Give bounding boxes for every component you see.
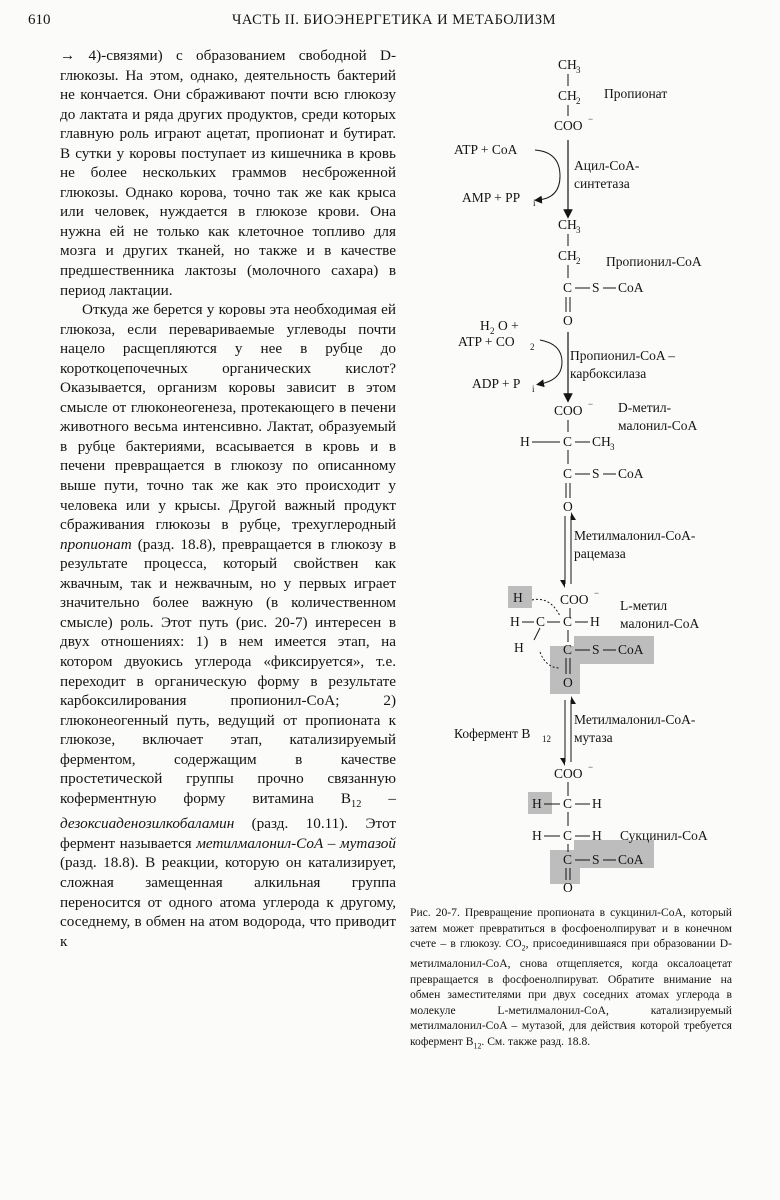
svg-text:Метилмалонил-CoA-: Метилмалонил-CoA- xyxy=(574,528,696,543)
svg-text:CH: CH xyxy=(592,434,611,449)
svg-text:2: 2 xyxy=(576,96,581,106)
svg-text:CoA: CoA xyxy=(618,280,644,295)
label-l-methylmalonyl-line2: малонил-CoA xyxy=(620,616,700,631)
svg-text:S: S xyxy=(592,466,600,481)
label-succinyl-coa: Сукцинил-CoA xyxy=(620,828,708,843)
svg-text:H: H xyxy=(532,828,542,843)
svg-text:3: 3 xyxy=(576,225,581,235)
svg-text:S: S xyxy=(592,280,600,295)
label-l-methylmalonyl-line1: L-метил xyxy=(620,598,668,613)
svg-text:ADP + P: ADP + P xyxy=(472,376,521,391)
svg-text:−: − xyxy=(588,399,594,409)
figure-caption: Рис. 20-7. Превращение пропионата в сукцинил-CoA, который затем может превратиться в фосфоенолпируват и в конечном счете – в глюкозу. $CO_2$, присоединившаяся при образовании D-метилмалонил-CoA, снова отщепляется, когда оксалоацетат превращается в фосфоенолпируват. Обратите внимание на обмен заместителями при двух соседних атомах углерода в молекуле L-метилмалонил-CoA, катализируемый метилмалонил-CoA – мутазой, для действия которой требуется кофермент $B_{12}$. См. также разд. 18.8. xyxy=(410,906,732,1051)
svg-text:Метилмалонил-CoA-: Метилмалонил-CoA- xyxy=(574,712,696,727)
svg-text:карбоксилаза: карбоксилаза xyxy=(570,366,647,381)
label-coenzyme-b12: Кофермент B xyxy=(454,726,531,741)
svg-text:H: H xyxy=(480,318,490,333)
svg-text:O: O xyxy=(563,675,573,690)
propionyl-coa-structure xyxy=(558,217,702,328)
svg-text:мутаза: мутаза xyxy=(574,730,613,745)
svg-text:CoA: CoA xyxy=(618,852,644,867)
propionate-structure xyxy=(554,57,667,133)
label-propionyl-coa: Пропионил-CoA xyxy=(606,254,702,269)
svg-text:C: C xyxy=(563,280,573,295)
svg-text:C: C xyxy=(536,614,546,629)
svg-text:CH: CH xyxy=(558,57,577,72)
svg-text:2: 2 xyxy=(490,326,495,336)
svg-text:H: H xyxy=(513,590,523,605)
svg-text:COO: COO xyxy=(554,118,583,133)
svg-text:i: i xyxy=(533,198,536,208)
svg-text:COO: COO xyxy=(554,403,583,418)
svg-text:−: − xyxy=(588,114,594,124)
body-text-column xyxy=(60,46,396,951)
svg-text:3: 3 xyxy=(576,65,581,75)
step-propionyl-coa-carboxylase xyxy=(458,318,675,398)
svg-text:O: O xyxy=(563,499,573,514)
svg-text:S: S xyxy=(592,852,600,867)
svg-text:H: H xyxy=(592,796,602,811)
svg-text:Ацил-CoA-: Ацил-CoA- xyxy=(574,158,640,173)
svg-text:COO: COO xyxy=(560,592,589,607)
label-d-methylmalonyl-line1: D-метил- xyxy=(618,400,672,415)
d-methylmalonyl-coa-structure xyxy=(520,399,697,514)
svg-text:2: 2 xyxy=(576,256,581,266)
svg-text:CoA: CoA xyxy=(618,466,644,481)
svg-text:−: − xyxy=(594,588,600,598)
svg-text:C: C xyxy=(563,852,573,867)
svg-text:O +: O + xyxy=(498,318,519,333)
svg-text:C: C xyxy=(563,828,573,843)
term-deoxyadenosylcobalamin: дезоксиаденозилкобаламин xyxy=(60,815,235,833)
svg-text:рацемаза: рацемаза xyxy=(574,546,626,561)
svg-text:12: 12 xyxy=(542,734,551,744)
term-propionate: пропионат xyxy=(60,535,132,553)
svg-text:−: − xyxy=(588,762,594,772)
step-acyl-coa-synthetase xyxy=(454,140,640,214)
svg-text:C: C xyxy=(563,614,573,629)
svg-text:H: H xyxy=(520,434,530,449)
svg-text:C: C xyxy=(563,434,573,449)
svg-text:синтетаза: синтетаза xyxy=(574,176,630,191)
svg-text:C: C xyxy=(563,796,573,811)
svg-text:S: S xyxy=(592,642,600,657)
running-title: ЧАСТЬ II. БИОЭНЕРГЕТИКА И МЕТАБОЛИЗМ xyxy=(232,12,557,28)
label-d-methylmalonyl-line2: малонил-CoA xyxy=(618,418,698,433)
svg-text:CH: CH xyxy=(558,217,577,232)
page-number: 610 xyxy=(28,12,51,28)
svg-text:COO: COO xyxy=(554,766,583,781)
svg-text:Пропионил-CoA –: Пропионил-CoA – xyxy=(570,348,676,363)
svg-text:H: H xyxy=(590,614,600,629)
svg-text:H: H xyxy=(510,614,520,629)
svg-text:O: O xyxy=(563,313,573,328)
term-methylmalonyl-mutase: метилмалонил-СоА – мутазой xyxy=(196,834,396,852)
svg-text:ATP + CO: ATP + CO xyxy=(458,334,515,349)
step-methylmalonyl-coa-racemase xyxy=(560,512,696,588)
svg-text:CH: CH xyxy=(558,248,577,263)
step-methylmalonyl-coa-mutase xyxy=(454,696,696,766)
svg-text:AMP + PP: AMP + PP xyxy=(462,190,521,205)
svg-text:H: H xyxy=(514,640,524,655)
svg-text:i: i xyxy=(532,384,535,394)
svg-text:C: C xyxy=(563,466,573,481)
l-methylmalonyl-coa-structure xyxy=(508,586,699,694)
svg-text:C: C xyxy=(563,642,573,657)
succinyl-coa-structure xyxy=(528,762,708,895)
svg-text:2: 2 xyxy=(530,342,535,352)
svg-text:O: O xyxy=(563,880,573,895)
pathway-diagram xyxy=(410,40,750,900)
svg-text:H: H xyxy=(592,828,602,843)
paragraph-2: Откуда же берется у коровы эта необходимая ей глюкоза, если перевариваемые углеводы почти нацело расщепляются у нее в рубце до короткоцепочечных органических кислот? Оказывается, организм коровы зависит в этом смысле от глюконеогенеза, протекающего в печени животного весьма интенсивно. Лактат, образуемый в рубце бактериями, всасывается в кровь и в печени превращается в глюкозу по описанному выше пути, точно так же как это происходит у человека или у крысы. Другой важный продукт сбраживания глюкозы в рубце, трехуглеродный пропионат (разд. 18.8), превращается в глюкозу в результате процесса, который свойствен как жвачным, так и нежвачным, но у первых играет значительно более важную (в количественном смысле) роль. Этот путь (рис. 20-7) интересен в двух отношениях: 1) в нем имеется этап, на котором двуокись углерода «фиксируется», т.е. переходит в органическую форму в результате карбоксилирования пропионил-CoA; 2) глюконеогенный путь, ведущий от пропионата к глюкозе, включает этап, катализируемый ферментом, содержащим в качестве простетической группы прочно связанную коферментную форму витамина $B_{12}$ – дезоксиаденозилкобаламин (разд. 10.11). Этот фермент называется метилмалонил-СоА – мутазой (разд. 18.8). В реакции, которую он катализирует, сложная замещенная алкильная группа переносится от одного атома углерода к другому, соседнему, в обмен на атом водорода, что приводит к xyxy=(60,301,397,950)
svg-text:CH: CH xyxy=(558,88,577,103)
svg-text:3: 3 xyxy=(610,442,615,452)
svg-text:CoA: CoA xyxy=(618,642,644,657)
paragraph-1: → 4)-связями) с образованием свободной D-глюкозы. На этом, однако, деятельность бактерий не кончается. Они сбраживают почти всю глюкозу до лактата и ряда других продуктов, среди которых главную роль играют ацетат, пропионат и бутират. В сутки у коровы поступает из кишечника в кровь не более нескольких граммов несброженной глюкозы. Однако корова, точно так же как крыса или человек, нуждается в глюкозе крови. Она нужна ей не только как клеточное топливо для мозга и других тканей, но также и в качестве предшественника лактозы (молочного сахара) в период лактации. xyxy=(60,47,396,299)
label-propionate: Пропионат xyxy=(604,86,668,101)
svg-text:H: H xyxy=(532,796,542,811)
svg-text:ATP + CoA: ATP + CoA xyxy=(454,142,518,157)
